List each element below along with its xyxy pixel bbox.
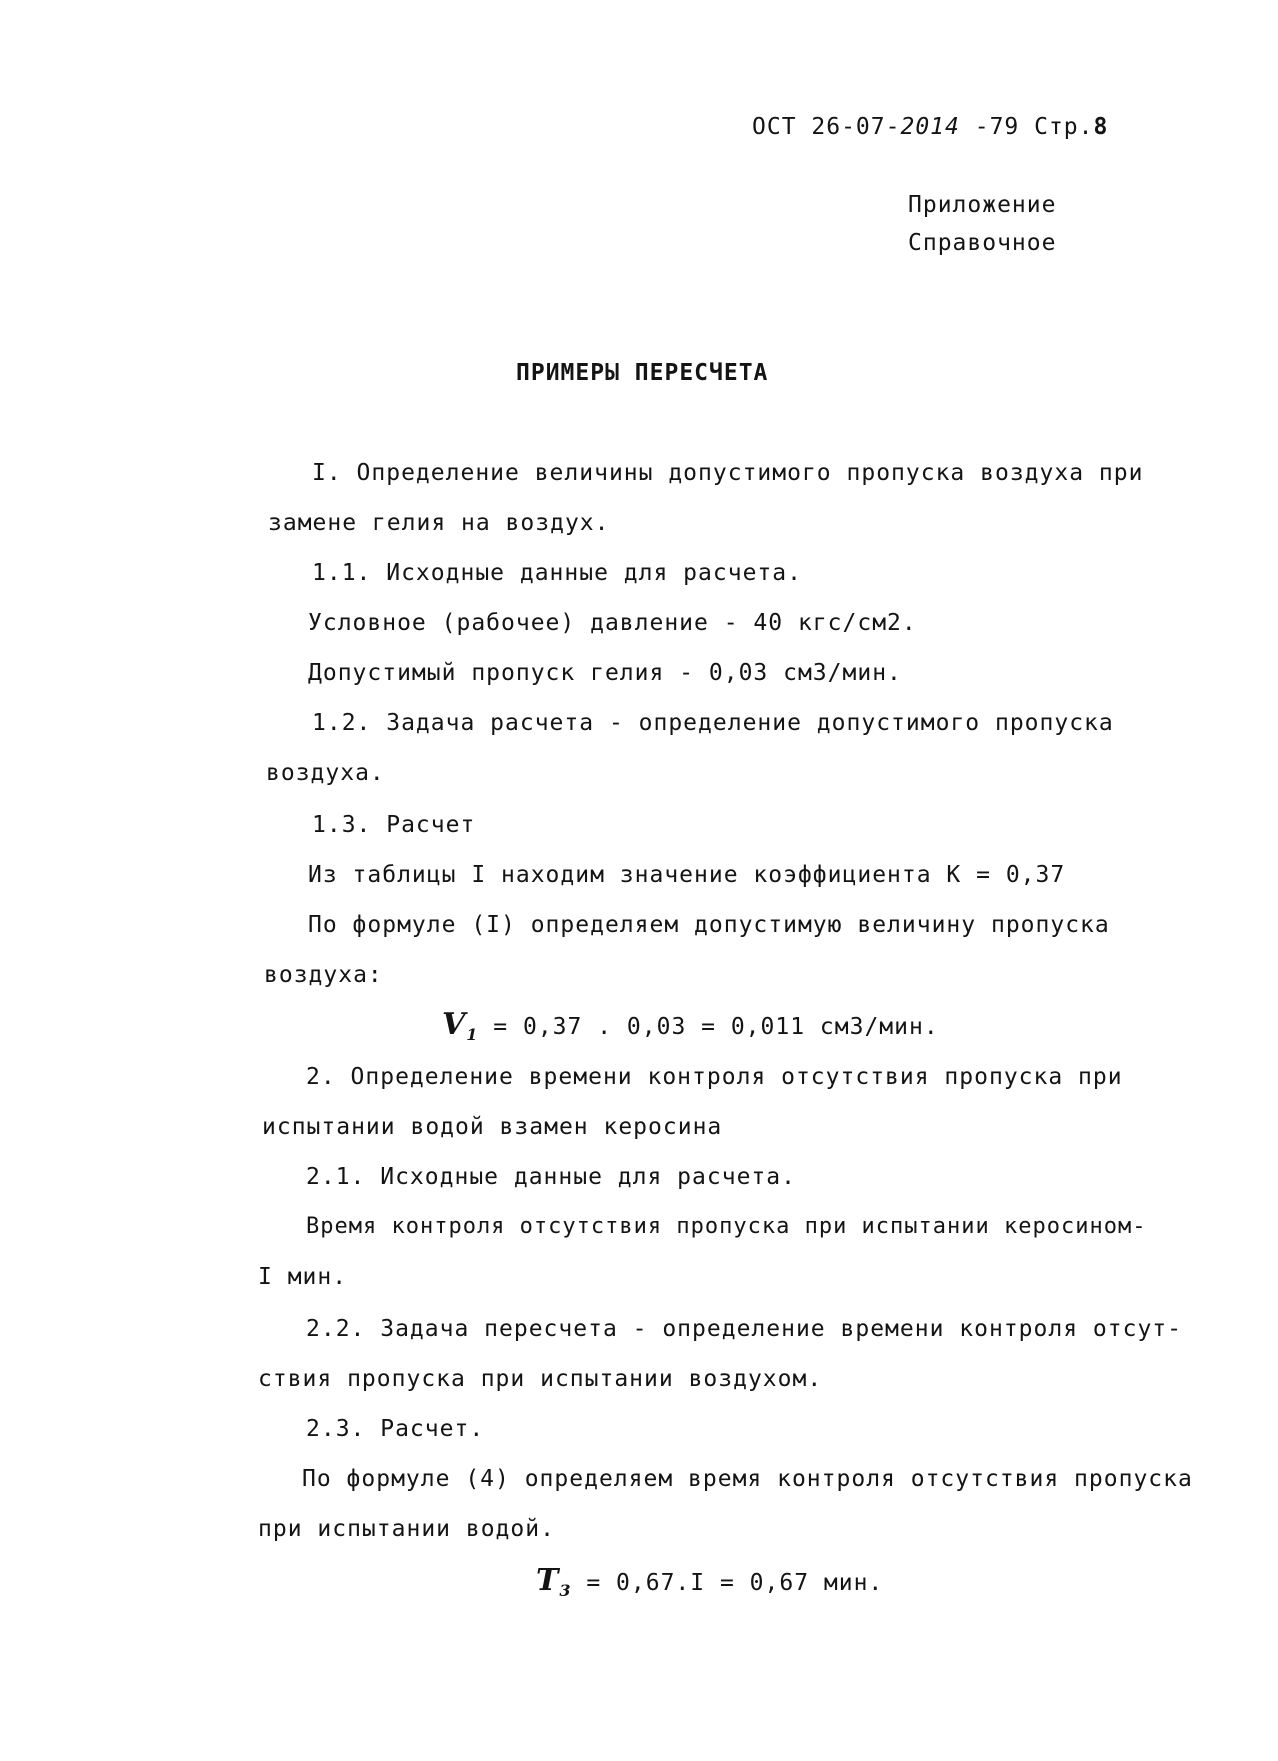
section-1-2-heading: 1.2. Задача расчета - определение допустимого пропуска — [312, 710, 1114, 736]
formula-4-line: По формуле (4) определяем время контроля отсутствия пропуска — [302, 1466, 1193, 1492]
section-1-heading-cont: замене гелия на воздух. — [268, 510, 610, 536]
section-1-2-heading-cont: воздуха. — [266, 760, 385, 786]
formula-1-line: По формуле (I) определяем допустимую величину пропуска — [308, 912, 1110, 938]
kerosene-time-line: Время контроля отсутствия пропуска при испытании керосином- — [306, 1214, 1147, 1239]
equation-2-symbol: T — [536, 1563, 560, 1598]
coefficient-line: Из таблицы I находим значение коэффициента К = 0,37 — [308, 862, 1066, 888]
appendix-type: Справочное — [908, 230, 1057, 256]
equation-1-expression: = 0,37 . 0,03 = 0,011 см3/мин. — [493, 1014, 939, 1040]
equation-2-subscript: 3 — [559, 1581, 572, 1600]
standard-year: -79 Стр. — [959, 114, 1094, 140]
page-header — [752, 112, 1108, 142]
formula-1-line-cont: воздуха: — [264, 962, 383, 988]
appendix-label: Приложение — [908, 192, 1057, 218]
helium-leak-line: Допустимый пропуск гелия - 0,03 см3/мин. — [308, 660, 902, 686]
equation-1 — [442, 1007, 939, 1044]
section-2-heading-cont: испытании водой взамен керосина — [262, 1114, 723, 1140]
page-title: ПРИМЕРЫ ПЕРЕСЧЕТА — [516, 360, 769, 386]
standard-number: 2014 — [900, 114, 960, 140]
section-1-3-heading: 1.3. Расчет — [312, 812, 476, 838]
section-2-1-heading: 2.1. Исходные данные для расчета. — [306, 1164, 796, 1190]
section-2-2-heading: 2.2. Задача пересчета - определение времени контроля отсут- — [306, 1316, 1182, 1342]
section-1-1-heading: 1.1. Исходные данные для расчета. — [312, 560, 802, 586]
section-2-heading: 2. Определение времени контроля отсутствия пропуска при — [306, 1064, 1123, 1090]
equation-2-expression: = 0,67.I = 0,67 мин. — [586, 1570, 884, 1596]
equation-1-subscript: 1 — [466, 1025, 479, 1044]
standard-prefix: ОСТ 26-07- — [752, 114, 901, 140]
equation-1-symbol: V — [442, 1007, 467, 1042]
kerosene-time-line-cont: I мин. — [258, 1264, 348, 1290]
page-number: 8 — [1093, 114, 1109, 140]
section-2-3-heading: 2.3. Расчет. — [306, 1416, 485, 1442]
equation-2 — [536, 1563, 884, 1600]
section-2-2-heading-cont: ствия пропуска при испытании воздухом. — [258, 1366, 823, 1392]
formula-4-line-cont: при испытании водой. — [258, 1516, 555, 1542]
pressure-line: Условное (рабочее) давление - 40 кгс/см2. — [308, 610, 917, 636]
section-1-heading: I. Определение величины допустимого пропуска воздуха при — [312, 460, 1144, 486]
